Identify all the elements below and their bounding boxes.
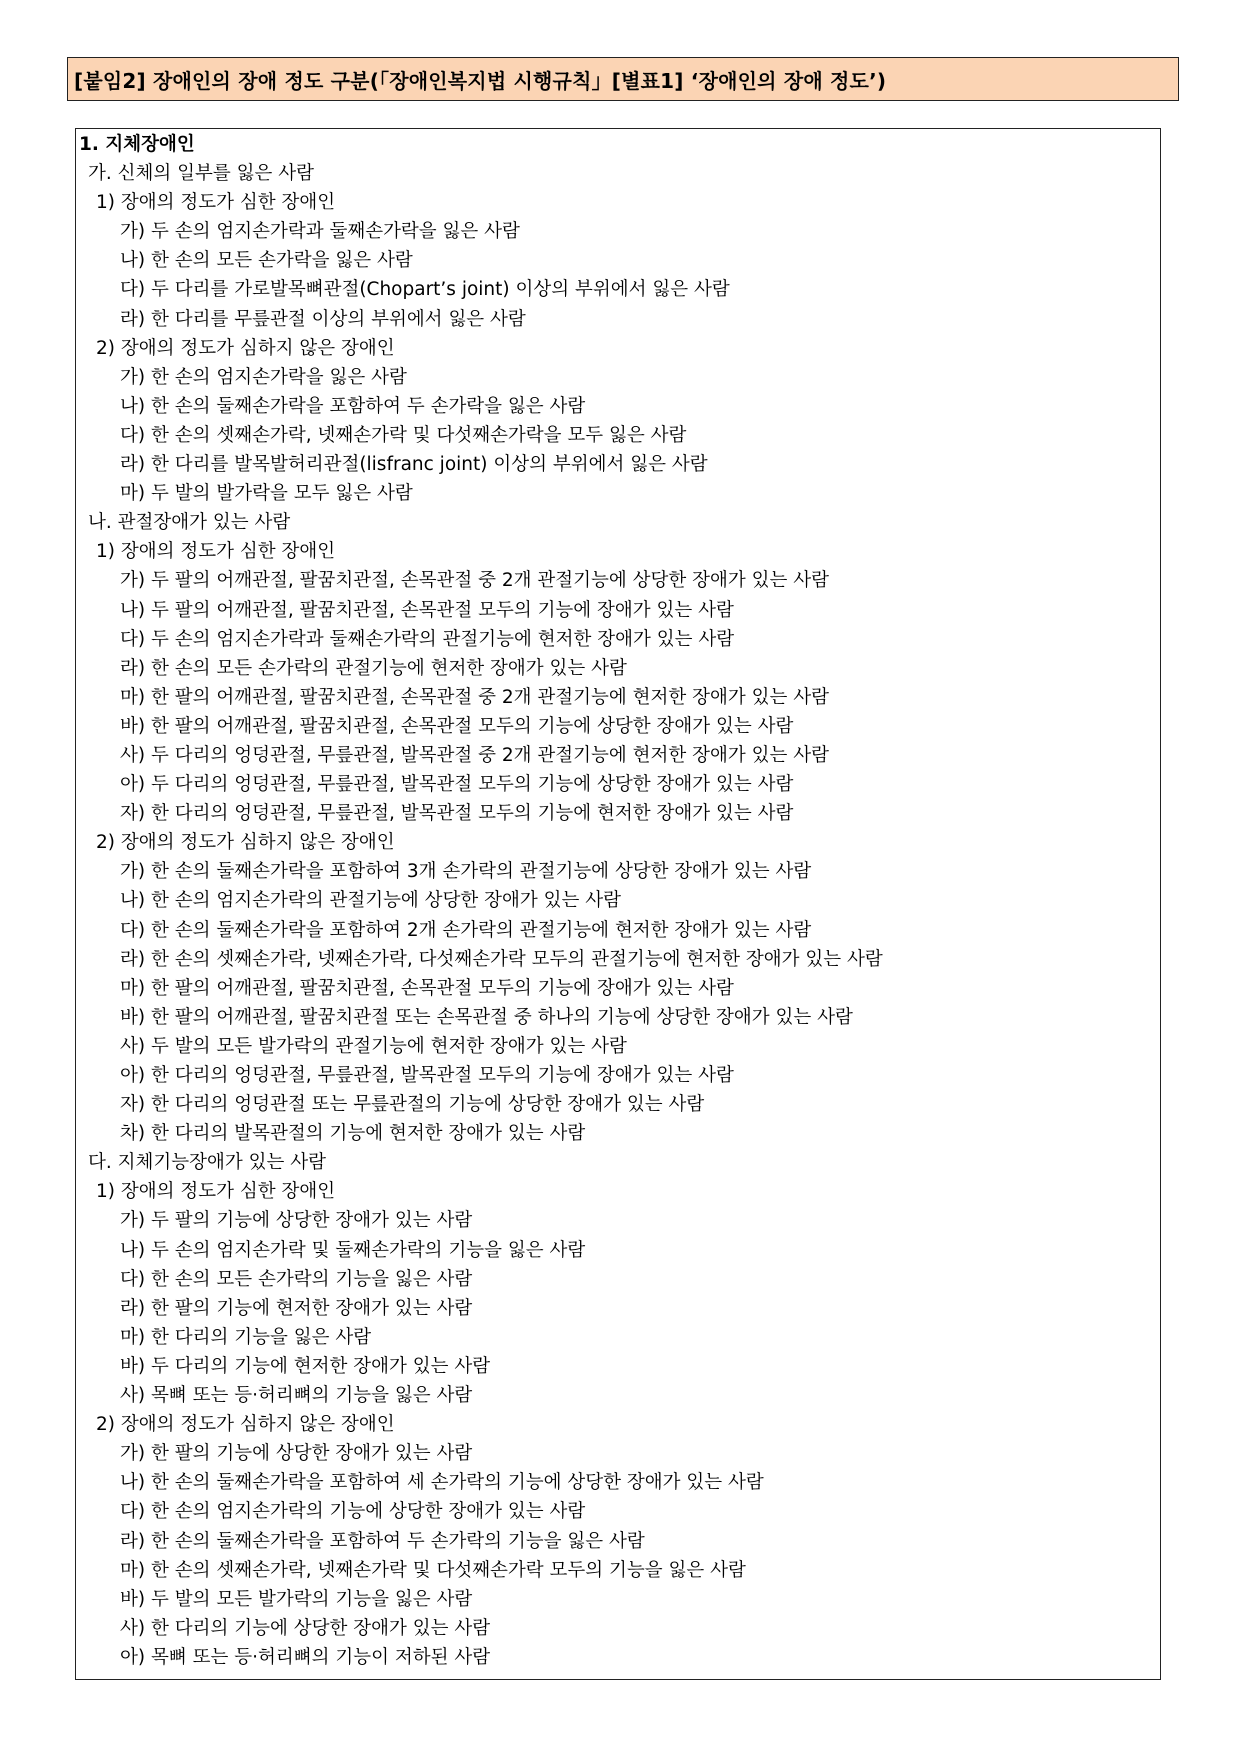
criterion-item: 나) 두 손의 엄지손가락 및 둘째손가락의 기능을 잃은 사람	[120, 1239, 586, 1261]
section-heading: 1. 지체장애인	[79, 134, 195, 155]
criterion-item: 다) 두 다리를 가로발목뼈관절(Chopart’s joint) 이상의 부위에서 잃은 사람	[120, 279, 730, 301]
criterion-item: 나) 한 손의 모든 손가락을 잃은 사람	[120, 250, 413, 272]
criterion-item: 사) 한 다리의 기능에 상당한 장애가 있는 사람	[120, 1617, 491, 1639]
attachment-title-text: [붙임2] 장애인의 장애 정도 구분(「장애인복지법 시행규칙」[별표1] ‘장애인의 장애 정도’)	[74, 68, 887, 93]
severity-item: 2) 장애의 정도가 심하지 않은 장애인	[96, 337, 395, 359]
criterion-item: 아) 두 다리의 엉덩관절, 무릎관절, 발목관절 모두의 기능에 상당한 장애가 있는 사람	[120, 774, 794, 796]
criterion-item: 바) 두 다리의 기능에 현저한 장애가 있는 사람	[120, 1355, 491, 1377]
criterion-item: 다) 두 손의 엄지손가락과 둘째손가락의 관절기능에 현저한 장애가 있는 사람	[120, 628, 735, 650]
criterion-item: 다) 한 손의 엄지손가락의 기능에 상당한 장애가 있는 사람	[120, 1501, 586, 1523]
criterion-item: 아) 한 다리의 엉덩관절, 무릎관절, 발목관절 모두의 기능에 장애가 있는 사람	[120, 1065, 734, 1086]
criterion-item: 바) 한 팔의 어깨관절, 팔꿈치관절 또는 손목관절 중 하나의 기능에 상당한 장애가 있는 사람	[120, 1006, 853, 1028]
severity-item: 2) 장애의 정도가 심하지 않은 장애인	[96, 832, 395, 854]
criterion-item: 다) 한 손의 둘째손가락을 포함하여 2개 손가락의 관절기능에 현저한 장애가 있는 사람	[120, 919, 812, 941]
severity-item: 1) 장애의 정도가 심한 장애인	[96, 192, 336, 214]
criterion-item: 다) 한 손의 모든 손가락의 기능을 잃은 사람	[120, 1268, 473, 1290]
criterion-item: 나) 두 팔의 어깨관절, 팔꿈치관절, 손목관절 모두의 기능에 장애가 있는 사람	[120, 599, 734, 621]
severity-item: 2) 장애의 정도가 심하지 않은 장애인	[96, 1414, 395, 1436]
criterion-item: 마) 두 발의 발가락을 모두 잃은 사람	[120, 483, 413, 505]
criterion-item: 라) 한 팔의 기능에 현저한 장애가 있는 사람	[120, 1297, 473, 1319]
criterion-item: 나) 한 손의 둘째손가락을 포함하여 두 손가락을 잃은 사람	[120, 395, 586, 417]
criterion-item: 자) 한 다리의 엉덩관절, 무릎관절, 발목관절 모두의 기능에 현저한 장애가 있는 사람	[120, 803, 794, 825]
criterion-item: 가) 한 손의 엄지손가락을 잃은 사람	[120, 366, 407, 388]
criterion-item: 라) 한 손의 셋째손가락, 넷째손가락, 다섯째손가락 모두의 관절기능에 현저한 장애가 있는 사람	[120, 948, 883, 970]
criterion-item: 차) 한 다리의 발목관절의 기능에 현저한 장애가 있는 사람	[120, 1123, 586, 1145]
criterion-item: 나) 한 손의 둘째손가락을 포함하여 세 손가락의 기능에 상당한 장애가 있는 사람	[120, 1472, 764, 1494]
criterion-item: 라) 한 손의 모든 손가락의 관절기능에 현저한 장애가 있는 사람	[120, 657, 627, 679]
criterion-item: 라) 한 손의 둘째손가락을 포함하여 두 손가락의 기능을 잃은 사람	[120, 1530, 645, 1552]
category-item: 다. 지체기능장애가 있는 사람	[88, 1152, 326, 1174]
criterion-item: 다) 한 손의 셋째손가락, 넷째손가락 및 다섯째손가락을 모두 잃은 사람	[120, 424, 687, 446]
criterion-item: 라) 한 다리를 무릎관절 이상의 부위에서 잃은 사람	[120, 308, 526, 330]
criterion-item: 마) 한 손의 셋째손가락, 넷째손가락 및 다섯째손가락 모두의 기능을 잃은 사람	[120, 1559, 746, 1581]
criterion-item: 사) 두 발의 모든 발가락의 관절기능에 현저한 장애가 있는 사람	[120, 1035, 627, 1057]
criterion-item: 사) 두 다리의 엉덩관절, 무릎관절, 발목관절 중 2개 관절기능에 현저한 장애가 있는 사람	[120, 744, 829, 766]
criterion-item: 마) 한 다리의 기능을 잃은 사람	[120, 1326, 372, 1348]
severity-item: 1) 장애의 정도가 심한 장애인	[96, 1181, 336, 1203]
category-item: 나. 관절장애가 있는 사람	[88, 512, 291, 534]
criterion-item: 라) 한 다리를 발목발허리관절(lisfranc joint) 이상의 부위에서 잃은 사람	[120, 454, 708, 476]
criterion-item: 바) 두 발의 모든 발가락의 기능을 잃은 사람	[120, 1588, 473, 1610]
category-item: 가. 신체의 일부를 잃은 사람	[88, 163, 314, 185]
criterion-item: 가) 한 손의 둘째손가락을 포함하여 3개 손가락의 관절기능에 상당한 장애가 있는 사람	[120, 861, 812, 883]
criterion-item: 마) 한 팔의 어깨관절, 팔꿈치관절, 손목관절 모두의 기능에 장애가 있는 사람	[120, 977, 734, 999]
criterion-item: 가) 두 팔의 어깨관절, 팔꿈치관절, 손목관절 중 2개 관절기능에 상당한 장애가 있는 사람	[120, 570, 829, 592]
criterion-item: 가) 두 팔의 기능에 상당한 장애가 있는 사람	[120, 1210, 473, 1232]
criterion-item: 아) 목뼈 또는 등·허리뼈의 기능이 저하된 사람	[120, 1646, 491, 1668]
disability-criteria-box	[75, 128, 1161, 1680]
criterion-item: 바) 한 팔의 어깨관절, 팔꿈치관절, 손목관절 모두의 기능에 상당한 장애가 있는 사람	[120, 715, 794, 737]
criterion-item: 나) 한 손의 엄지손가락의 관절기능에 상당한 장애가 있는 사람	[120, 890, 622, 912]
criterion-item: 가) 두 손의 엄지손가락과 둘째손가락을 잃은 사람	[120, 221, 520, 243]
criterion-item: 가) 한 팔의 기능에 상당한 장애가 있는 사람	[120, 1443, 473, 1465]
attachment-title	[67, 57, 1179, 101]
criterion-item: 사) 목뼈 또는 등·허리뼈의 기능을 잃은 사람	[120, 1385, 473, 1407]
criterion-item: 마) 한 팔의 어깨관절, 팔꿈치관절, 손목관절 중 2개 관절기능에 현저한 장애가 있는 사람	[120, 686, 829, 708]
criterion-item: 자) 한 다리의 엉덩관절 또는 무릎관절의 기능에 상당한 장애가 있는 사람	[120, 1094, 705, 1116]
severity-item: 1) 장애의 정도가 심한 장애인	[96, 541, 336, 563]
